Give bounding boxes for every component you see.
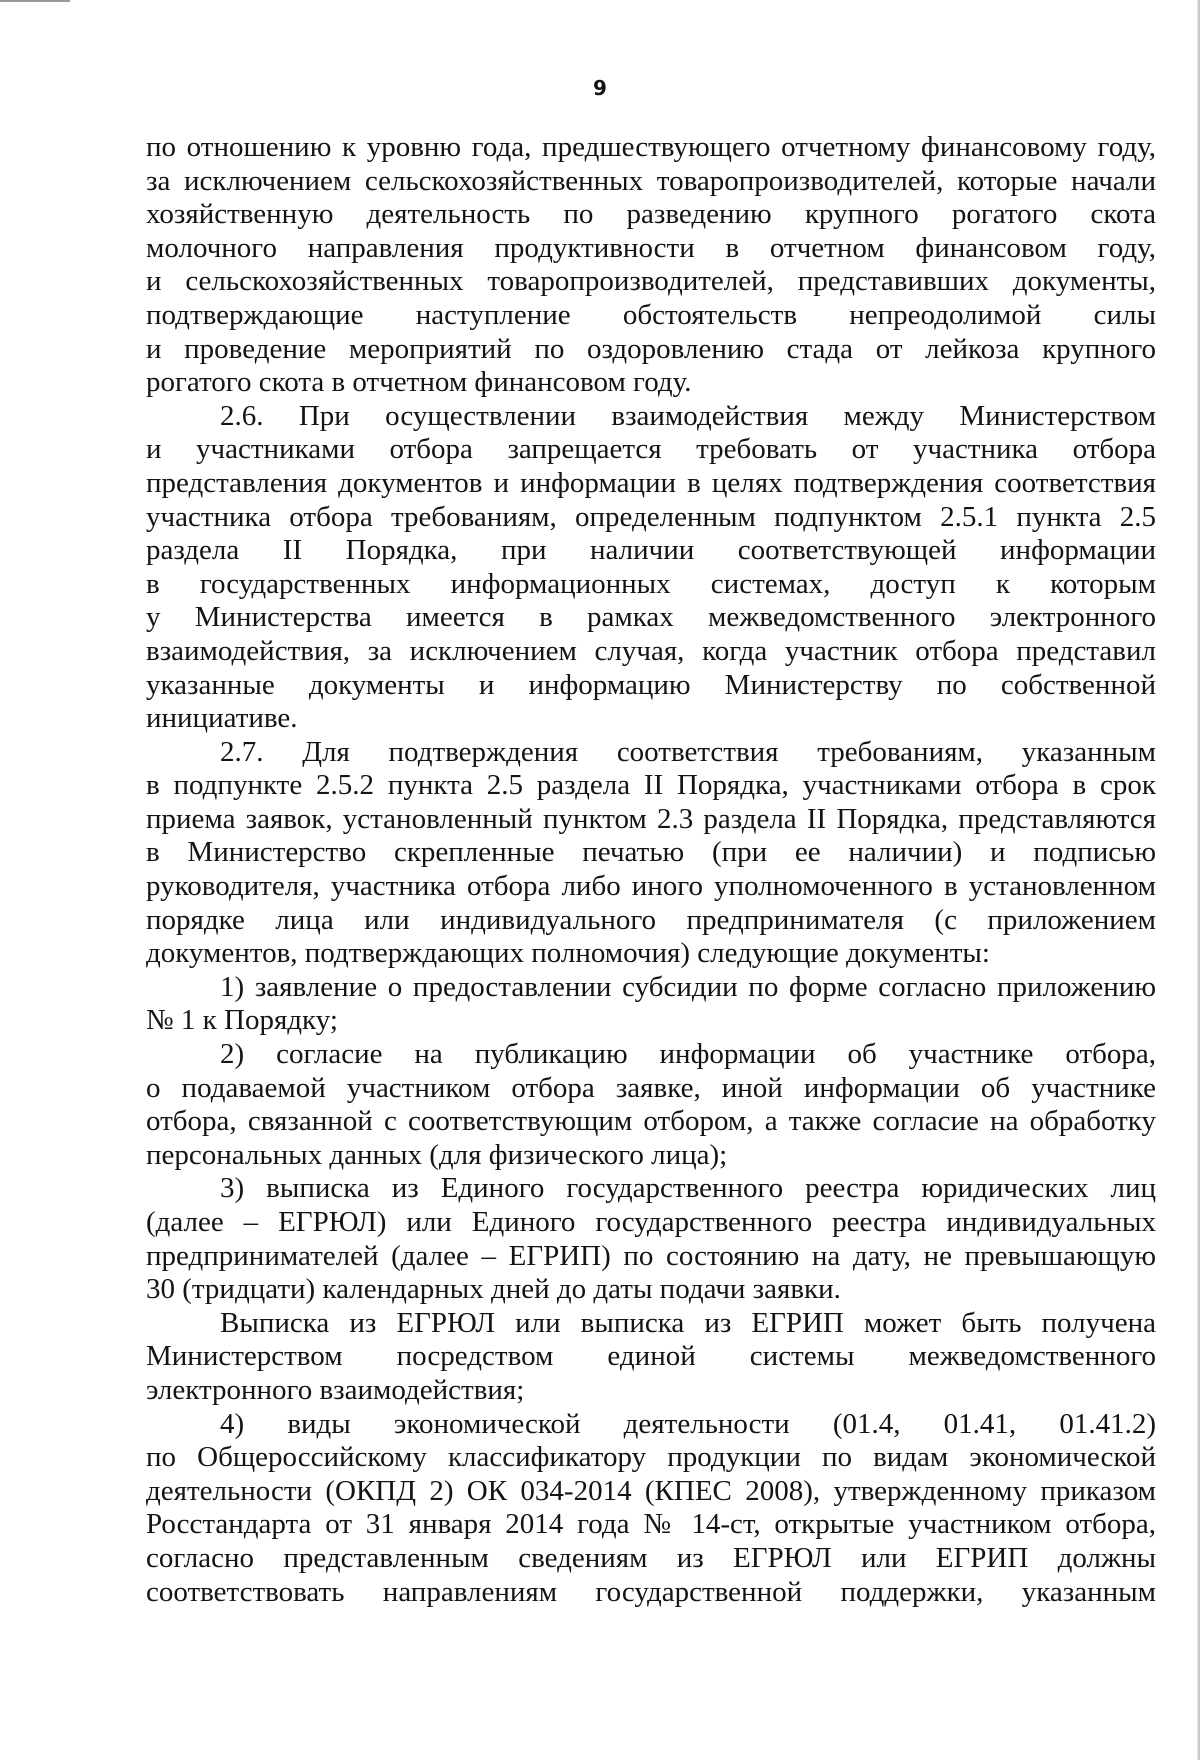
text-line: и сельскохозяйственных товаропроизводителей, представивших документы,: [146, 265, 1156, 298]
text-line: документов, подтверждающих полномочия) следующие документы:: [146, 937, 990, 970]
text-line: подтверждающие наступление обстоятельств непреодолимой силы: [146, 298, 1156, 331]
text-line: 2.6. При осуществлении взаимодействия между Министерством: [220, 399, 1156, 432]
text-line: № 1 к Порядку;: [146, 1004, 338, 1037]
text-line: в подпункте 2.5.2 пункта 2.5 раздела II Порядка, участниками отбора в срок: [146, 769, 1156, 802]
text-line: за исключением сельскохозяйственных товаропроизводителей, которые начали: [146, 164, 1156, 197]
text-line: 2.7. Для подтверждения соответствия требованиям, указанным: [220, 735, 1156, 768]
text-line: руководителя, участника отбора либо иного уполномоченного в установленном: [146, 870, 1156, 903]
text-line: инициативе.: [146, 702, 298, 735]
scan-artifact: [0, 0, 70, 2]
text-line: (далее – ЕГРЮЛ) или Единого государственного реестра индивидуальных: [146, 1206, 1156, 1238]
text-line: согласно представленным сведениям из ЕГРЮЛ или ЕГРИП должны: [146, 1541, 1156, 1574]
text-line: 3) выписка из Единого государственного реестра юридических лиц: [220, 1172, 1156, 1205]
text-line: деятельности (ОКПД 2) ОК 034-2014 (КПЕС 2008), утвержденному приказом: [146, 1474, 1156, 1507]
text-line: и проведение мероприятий по оздоровлению стада от лейкоза крупного: [146, 332, 1156, 365]
text-line: рогатого скота в отчетном финансовом году.: [146, 366, 692, 399]
text-line: Росстандарта от 31 января 2014 года № 14-ст, открытые участником отбора,: [146, 1508, 1156, 1541]
text-line: 2) согласие на публикацию информации об участнике отбора,: [220, 1038, 1156, 1071]
text-line: по отношению к уровню года, предшествующего отчетному финансовому году,: [146, 131, 1156, 163]
text-line: раздела II Порядка, при наличии соответствующей информации: [146, 534, 1156, 567]
text-line: в государственных информационных системах, доступ к которым: [146, 567, 1156, 600]
text-line: взаимодействия, за исключением случая, когда участник отбора представил: [146, 634, 1156, 667]
text-line: Министерством посредством единой системы межведомственного: [146, 1340, 1156, 1373]
text-line: порядке лица или индивидуального предпринимателя (с приложением: [146, 903, 1156, 936]
text-line: представления документов и информации в целях подтверждения соответствия: [146, 466, 1156, 499]
text-line: о подаваемой участником отбора заявке, иной информации об участнике: [146, 1071, 1156, 1104]
document-body: [146, 131, 1156, 1609]
text-line: молочного направления продуктивности в отчетном финансовом году,: [146, 231, 1156, 264]
text-line: в Министерство скрепленные печатью (при ее наличии) и подписью: [146, 836, 1156, 869]
text-line: хозяйственную деятельность по разведению крупного рогатого скота: [146, 198, 1156, 231]
text-line: 1) заявление о предоставлении субсидии по форме согласно приложению: [220, 970, 1156, 1003]
text-line: персональных данных (для физического лица);: [146, 1138, 728, 1171]
text-line: электронного взаимодействия;: [146, 1373, 525, 1406]
text-line: участника отбора требованиям, определенным подпунктом 2.5.1 пункта 2.5: [146, 500, 1156, 533]
text-line: указанные документы и информацию Министерству по собственной: [146, 668, 1156, 701]
text-line: у Министерства имеется в рамках межведомственного электронного: [146, 601, 1156, 634]
page-number: 9: [593, 76, 607, 100]
text-line: отбора, связанной с соответствующим отбором, а также согласие на обработку: [146, 1105, 1156, 1138]
text-line: предпринимателей (далее – ЕГРИП) по состоянию на дату, не превышающую: [146, 1239, 1156, 1272]
text-line: приема заявок, установленный пунктом 2.3 раздела II Порядка, представляются: [146, 802, 1156, 835]
text-line: соответствовать направлениям государственной поддержки, указанным: [146, 1575, 1156, 1608]
text-line: Выписка из ЕГРЮЛ или выписка из ЕГРИП может быть получена: [220, 1306, 1156, 1339]
text-line: 30 (тридцати) календарных дней до даты подачи заявки.: [146, 1273, 841, 1306]
text-line: по Общероссийскому классификатору продукции по видам экономической: [146, 1441, 1156, 1474]
text-line: 4) виды экономической деятельности (01.4, 01.41, 01.41.2): [220, 1407, 1156, 1440]
text-line: и участниками отбора запрещается требовать от участника отбора: [146, 433, 1156, 466]
